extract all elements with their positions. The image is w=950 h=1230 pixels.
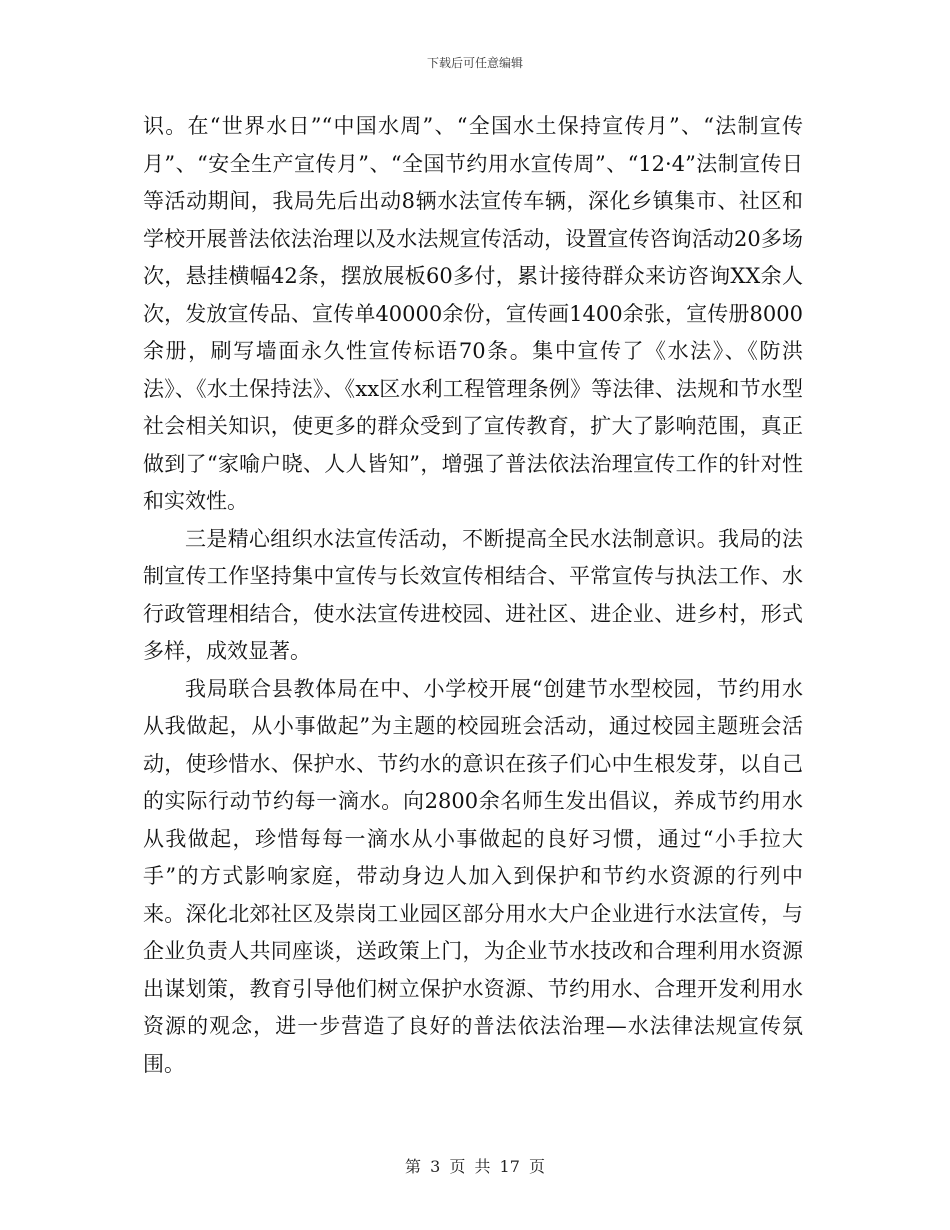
paragraph-continuation: 识。在“世界水日”“中国水周”、“全国水土保持宣传月”、“法制宣传月”、“安全生产宣传月”、“全国节约用水宣传周”、“12·4”法制宣传日等活动期间，我局先后出动8辆水法宣传车辆，深化乡镇集市、社区和学校开展普法依法治理以及水法规宣传活动，设置宣传咨询活动20多场次，悬挂横幅42条，摆放展板60多付，累计接待群众来访咨询XX余人次，发放宣传品、宣传单40000余份，宣传画1400余张，宣传册8000余册，刷写墙面永久性宣传标语70条。集中宣传了《水法》、《防洪法》、《水土保持法》、《xx区水利工程管理条例》等法律、法规和节水型社会相关知识，使更多的群众受到了宣传教育，扩大了影响范围，真正做到了“家喻户晓、人人皆知”，增强了普法依法治理宣传工作的针对性和实效性。 [143,114,803,513]
paragraph-school-campaign: 我局联合县教体局在中、小学校开展“创建节水型校园，节约用水从我做起，从小事做起”为主题的校园班会活动，通过校园主题班会活动，使珍惜水、保护水、节约水的意识在孩子们心中生根发芽，以自己的实际行动节约每一滴水。向2800余名师生发出倡议，养成节约用水从我做起，珍惜每每一滴水从小事做起的良好习惯，通过“小手拉大手”的方式影响家庭，带动身边人加入到保护和节约水资源的行列中来。深化北郊社区及崇岗工业园区部分用水大户企业进行水法宣传，与企业负责人共同座谈，送政策上门，为企业节水技改和合理利用水资源出谋划策，教育引导他们树立保护水资源、节约用水、合理开发利用水资源的观念，进一步营造了良好的普法依法治理—水法律法规宣传氛围。 [143,676,803,1076]
document-body [143,108,803,1083]
paragraph-third-point: 三是精心组织水法宣传活动，不断提高全民水法制意识。我局的法制宣传工作坚持集中宣传与长效宣传相结合、平常宣传与执法工作、水行政管理相结合，使水法宣传进校园、进社区、进企业、进乡村，形式多样，成效显著。 [143,526,803,663]
page-header: 下载后可任意编辑 [426,56,523,70]
page-number-footer: 第 3 页 共 17 页 [405,1157,545,1176]
